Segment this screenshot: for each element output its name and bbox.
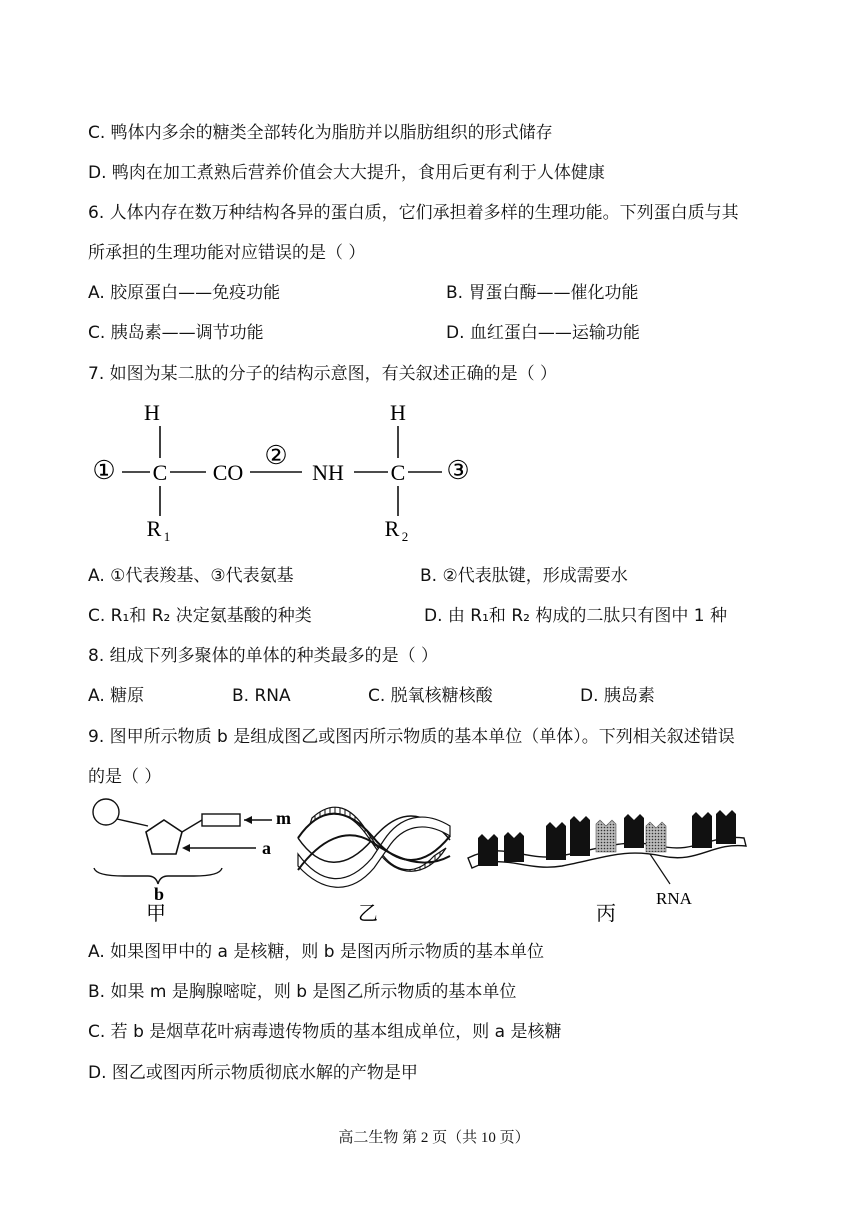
label-h-left: H bbox=[144, 400, 160, 425]
question-9-option-a: A. 如果图甲中的 a 是核糖，则 b 是图丙所示物质的基本单位 bbox=[88, 942, 544, 962]
page-footer: 高二生物 第 2 页（共 10 页） bbox=[338, 1130, 530, 1146]
base-6 bbox=[624, 814, 644, 848]
base-7 bbox=[646, 822, 666, 852]
label-nh: NH bbox=[312, 460, 344, 485]
label-rna: RNA bbox=[656, 889, 692, 908]
base-4 bbox=[570, 816, 590, 856]
rna-strand-bing bbox=[468, 810, 746, 925]
label-c-left: C bbox=[152, 460, 168, 485]
base-3 bbox=[546, 822, 566, 860]
label-h-right: H bbox=[390, 400, 406, 425]
question-7-option-c: C. R₁和 R₂ 决定氨基酸的种类 bbox=[88, 606, 312, 626]
question-6-stem: 6. 人体内存在数万种结构各异的蛋白质，它们承担着多样的生理功能。下列蛋白质与其 bbox=[88, 203, 739, 223]
label-r1: R bbox=[146, 516, 162, 541]
base-rect bbox=[202, 814, 240, 826]
question-6-option-c: C. 胰岛素——调节功能 bbox=[88, 323, 264, 343]
label-r1-sub: 1 bbox=[163, 529, 171, 544]
question-7-option-a: A. ①代表羧基、③代表氨基 bbox=[88, 566, 294, 586]
brace-b bbox=[94, 868, 222, 884]
question-6-stem-cont: 所承担的生理功能对应错误的是（ ） bbox=[88, 243, 366, 263]
phosphate-circle bbox=[93, 799, 119, 825]
label-bing: 丙 bbox=[596, 903, 616, 925]
option-d-q5: D. 鸭肉在加工煮熟后营养价值会大大提升，食用后更有利于人体健康 bbox=[88, 163, 605, 183]
question-7-option-b: B. ②代表肽键，形成需要水 bbox=[420, 566, 628, 586]
base-5 bbox=[596, 820, 616, 852]
label-r2-sub: 2 bbox=[401, 529, 409, 544]
label-co: CO bbox=[212, 460, 244, 485]
question-6-option-b: B. 胃蛋白酶——催化功能 bbox=[446, 283, 639, 303]
dna-double-helix-yi bbox=[298, 807, 450, 925]
question-8-option-b: B. RNA bbox=[232, 686, 291, 706]
question-9-option-d: D. 图乙或图丙所示物质彻底水解的产物是甲 bbox=[88, 1063, 418, 1083]
label-jia: 甲 bbox=[146, 903, 166, 925]
label-b: b bbox=[154, 884, 165, 904]
question-9-stem: 9. 图甲所示物质 b 是组成图乙或图丙所示物质的基本单位（单体）。下列相关叙述错误 bbox=[88, 727, 735, 747]
circle-2-label: ② bbox=[264, 441, 288, 470]
nucleotide-figure bbox=[84, 796, 764, 936]
question-8-option-d: D. 胰岛素 bbox=[580, 686, 655, 706]
label-c-right: C bbox=[390, 460, 406, 485]
label-m: m bbox=[276, 808, 291, 828]
base-2 bbox=[504, 832, 524, 862]
option-c-q5: C. 鸭体内多余的糖类全部转化为脂肪并以脂肪组织的形式储存 bbox=[88, 123, 553, 143]
circle-1-label: ① bbox=[92, 456, 116, 485]
question-9-stem-cont: 的是（ ） bbox=[88, 767, 162, 787]
label-a: a bbox=[262, 838, 271, 858]
base-9 bbox=[716, 810, 736, 844]
question-6-option-a: A. 胶原蛋白——免疫功能 bbox=[88, 283, 281, 303]
question-8-option-a: A. 糖原 bbox=[88, 686, 145, 706]
dipeptide-structure-diagram bbox=[80, 396, 500, 546]
question-8-option-c: C. 脱氧核糖核酸 bbox=[368, 686, 493, 706]
question-7-stem: 7. 如图为某二肽的分子的结构示意图，有关叙述正确的是（ ） bbox=[88, 364, 558, 384]
circle-3-label: ③ bbox=[446, 456, 470, 485]
nucleotide-jia bbox=[93, 799, 291, 904]
base-8 bbox=[692, 812, 712, 848]
base-1 bbox=[478, 834, 498, 866]
question-6-option-d: D. 血红蛋白——运输功能 bbox=[446, 323, 640, 343]
question-7-option-d: D. 由 R₁和 R₂ 构成的二肽只有图中 1 种 bbox=[424, 606, 727, 626]
pentose-sugar bbox=[146, 820, 182, 854]
question-9-option-b: B. 如果 m 是胸腺嘧啶，则 b 是图乙所示物质的基本单位 bbox=[88, 982, 517, 1002]
label-r2: R bbox=[384, 516, 400, 541]
label-yi: 乙 bbox=[358, 903, 378, 925]
question-9-option-c: C. 若 b 是烟草花叶病毒遗传物质的基本组成单位，则 a 是核糖 bbox=[88, 1022, 562, 1042]
question-8-stem: 8. 组成下列多聚体的单体的种类最多的是（ ） bbox=[88, 646, 439, 666]
